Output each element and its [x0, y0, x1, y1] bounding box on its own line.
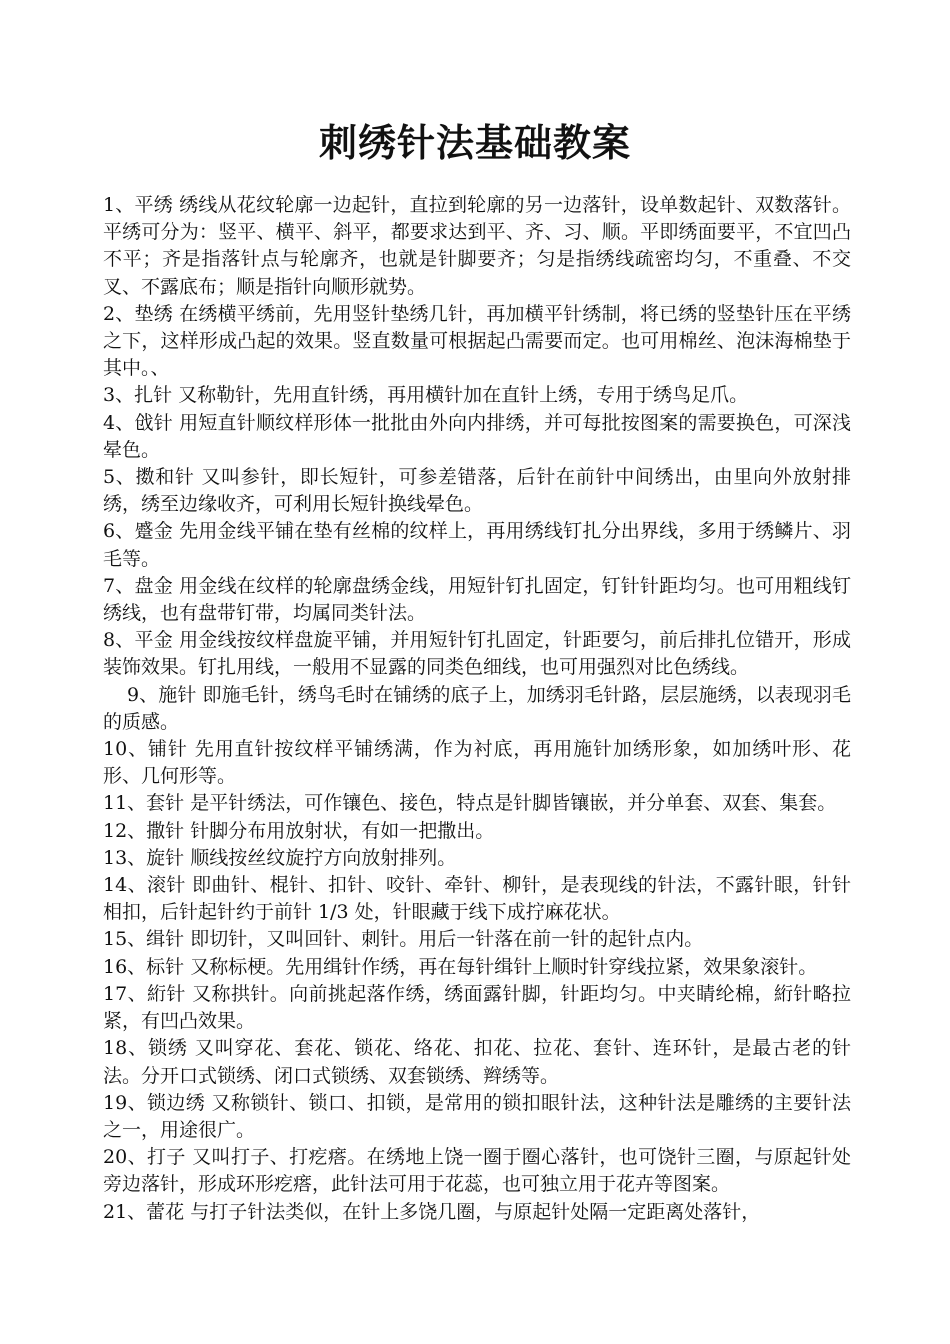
paragraph-14-gunzhen: 14、滚针 即曲针、棍针、扣针、咬针、牵针、柳针，是表现线的针法，不露针眼，针针相扣，后针起针约于前针 1/3 处，针眼藏于线下成拧麻花状。 — [103, 874, 851, 924]
paragraph-17-hangzhen: 17、絎针 又称拱针。向前挑起落作绣，绣面露针脚，针距均匀。中夹睛纶棉，絎针略拉紧，有凹凸效果。 — [103, 982, 851, 1033]
paragraph-7-panjin: 7、盘金 用金线在纹样的轮廓盘绣金线，用短针钉扎固定，钉针针距均匀。也可用粗线钉绣线，也有盘带钉带，均属同类针法。 — [103, 574, 851, 625]
document-body — [103, 192, 851, 1226]
paragraph-21-leihua: 21、蕾花 与打子针法类似，在针上多饶几圈，与原起针处隔一定距离处落针， — [103, 1200, 761, 1223]
paragraph-12-sazhen: 12、撒针 针脚分布用放射状，有如一把撒出。 — [103, 819, 495, 842]
paragraph-5-sahezhen: 5、擞和针 又叫参针，即长短针，可参差错落，后针在前针中间绣出，由里向外放射排绣，绣至边缘收齐，可利用长短针换线晕色。 — [103, 466, 851, 516]
paragraph-9-shizhen: 9、施针 即施毛针，绣鸟毛时在铺绣的底子上，加绣羽毛针路，层层施绣，以表现羽毛的质感。 — [103, 683, 851, 733]
paragraph-15-jizhen: 15、缉针 即切针，又叫回针、刺针。用后一针落在前一针的起针点内。 — [103, 928, 704, 951]
paragraph-13-xuanzhen: 13、旋针 顺线按丝纹旋拧方向放射排列。 — [103, 846, 457, 869]
paragraph-6-cujin: 6、蹙金 先用金线平铺在垫有丝棉的纹样上，再用绣线钉扎分出界线，多用于绣鳞片、羽毛等。 — [103, 520, 851, 570]
paragraph-11-taozhen: 11、套针 是平针绣法，可作镶色、接色，特点是针脚皆镶嵌，并分单套、双套、集套。 — [103, 792, 837, 815]
paragraph-8-pingjin: 8、平金 用金线按纹样盘旋平铺，并用短针钉扎固定，针距要匀，前后排扎位错开，形成装饰效果。钉扎用线，一般用不显露的同类色细线，也可用强烈对比色绣线。 — [103, 629, 851, 679]
paragraph-19-suobianxiu: 19、锁边绣 又称锁针、锁口、扣锁，是常用的锁扣眼针法，这种针法是雕绣的主要针法之一，用途很广。 — [103, 1091, 851, 1141]
paragraph-20-dazi: 20、打子 又叫打子、打疙瘩。在绣地上饶一圈于圈心落针，也可饶针三圈，与原起针处旁边落针，形成环形疙瘩，此针法可用于花蕊，也可独立用于花卉等图案。 — [103, 1146, 851, 1196]
paragraph-10-puzhen: 10、铺针 先用直针按纹样平铺绣满，作为衬底，再用施针加绣形象，如加绣叶形、花形、几何形等。 — [103, 738, 851, 788]
paragraph-3-zhazhen: 3、扎针 又称勒针，先用直针绣，再用横针加在直针上绣，专用于绣鸟足爪。 — [103, 384, 749, 407]
paragraph-18-suoxiu: 18、锁绣 又叫穿花、套花、锁花、络花、扣花、拉花、套针、连环针，是最古老的针法。分开口式锁绣、闭口式锁绣、双套锁绣、辫绣等。 — [103, 1037, 851, 1087]
paragraph-4-qiangzhen: 4、戗针 用短直针顺纹样形体一批批由外向内排绣，并可每批按图案的需要换色，可深浅晕色。 — [103, 411, 851, 461]
page-title: 刺绣针法基础教案 — [318, 120, 631, 165]
paragraph-16-biaozhen: 16、标针 又称标梗。先用缉针作绣，再在每针缉针上顺时针穿线拉紧，效果象滚针。 — [103, 955, 818, 978]
paragraph-1-pingxiu: 1、平绣 绣线从花纹轮廓一边起针，直拉到轮廓的另一边落针，设单数起针、双数落针。平绣可分为：竖平、横平、斜平，都要求达到平、齐、习、顺。平即绣面要平，不宜凹凸不平；齐是指落针点与轮廓齐，也就是针脚要齐；匀是指绣线疏密均匀，不重叠、不交叉、不露底布；顺是指针向顺形就势。 — [103, 194, 851, 298]
paragraph-2-dianxiu: 2、垫绣 在绣横平绣前，先用竖针垫绣几针，再加横平针绣制，将已绣的竖垫针压在平绣之下，这样形成凸起的效果。竖直数量可根据起凸需要而定。也可用棉丝、泡沫海棉垫于其中。、 — [103, 302, 851, 380]
